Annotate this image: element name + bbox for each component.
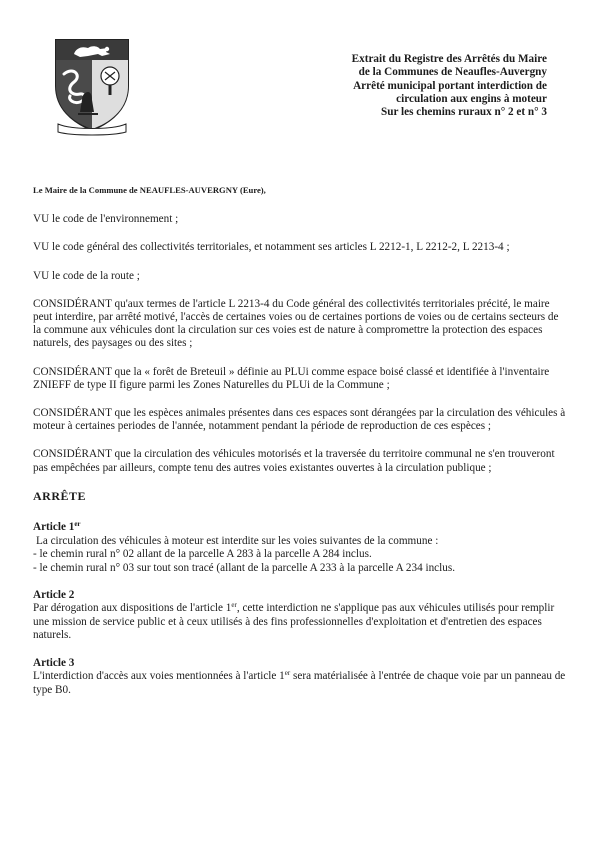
article-3-text-a: L'interdiction d'accès aux voies mentionnées à l'article 1 bbox=[33, 669, 285, 682]
vu-collectivites: VU le code général des collectivités territoriales, et notamment ses articles L 2212-1, L 2212-2, L 2213-4 ; bbox=[33, 241, 510, 254]
article-3-text bbox=[33, 670, 568, 697]
considerant-4: CONSIDÉRANT que la circulation des véhicules motorisés et la traversée du territoire communal ne s'en trouveront pas empêchées par ailleurs, compte tenu des autres voies existantes ouvertes à la circulation publique ; bbox=[33, 448, 555, 474]
document-body bbox=[33, 184, 568, 711]
article-2 bbox=[33, 589, 568, 643]
coat-of-arms-logo bbox=[52, 36, 132, 136]
header-line-3: Arrêté municipal portant interdiction de bbox=[353, 79, 547, 92]
arrete-heading: ARRÊTE bbox=[33, 488, 87, 503]
article-2-text-a: Par dérogation aux dispositions de l'article 1 bbox=[33, 602, 232, 615]
article-3-text-sup: er bbox=[284, 668, 291, 677]
article-3-text-b: sera matérialisée à l'entrée de chaque voie par un panneau de type B0. bbox=[33, 669, 566, 697]
considerant-1: CONSIDÉRANT qu'aux termes de l'article L 2213-4 du Code général des collectivités territoriales précité, le maire peut interdire, par arrêté motivé, l'accès de certaines voies ou de certaines portions de voies ou de certains secteurs de la commune aux véhicules dont la circulation sur ces voies est de nature à compromettre la protection des espaces naturels, des paysages ou des sites ; bbox=[33, 297, 559, 350]
article-2-text bbox=[33, 602, 568, 643]
header-line-2: de la Communes de Neaufles-Auvergny bbox=[358, 66, 547, 79]
header-line-4: circulation aux engins à moteur bbox=[396, 92, 547, 105]
article-2-title: Article 2 bbox=[33, 588, 75, 601]
mayor-line: Le Maire de la Commune de NEAUFLES-AUVERGNY (Eure), bbox=[33, 185, 266, 195]
article-1-intro: La circulation des véhicules à moteur est interdite sur les voies suivantes de la commune : bbox=[36, 535, 439, 548]
article-1-item-1: - le chemin rural n° 02 allant de la parcelle A 283 à la parcelle A 284 inclus. bbox=[33, 548, 372, 561]
vu-route: VU le code de la route ; bbox=[33, 269, 140, 282]
article-1-item-2: - le chemin rural n° 03 sur tout son tracé (allant de la parcelle A 233 à la parcelle A 234 inclus. bbox=[33, 561, 455, 574]
article-1-title bbox=[33, 521, 568, 535]
article-3-title: Article 3 bbox=[33, 656, 75, 669]
article-2-text-sup: er bbox=[231, 601, 237, 610]
header-line-5: Sur les chemins ruraux n° 2 et n° 3 bbox=[381, 106, 547, 119]
header-line-1: Extrait du Registre des Arrêtés du Maire bbox=[351, 53, 547, 65]
article-2-text-b: , cette interdiction ne s'applique pas aux véhicules utilisés pour remplir une mission de service public et à ceux utilisés à des fins professionnelles d'exploitation et d'entretien des espaces naturels. bbox=[33, 602, 555, 642]
document-header bbox=[247, 53, 547, 119]
article-1-title-sup: er bbox=[74, 520, 81, 529]
considerant-3: CONSIDÉRANT que les espèces animales présentes dans ces espaces sont dérangées par la circulation des véhicules à moteur à certaines periodes de l'année, notamment pendant la période de reproduction de ces espèces ; bbox=[33, 407, 566, 433]
article-3 bbox=[33, 657, 568, 698]
article-1 bbox=[33, 521, 568, 575]
vu-environment: VU le code de l'environnement ; bbox=[33, 213, 179, 226]
considerant-2: CONSIDÉRANT que la « forêt de Breteuil » définie au PLUi comme espace boisé classé et identifiée à l'inventaire ZNIEFF de type II figure parmi les Zones Naturelles du PLUi de la Commune ; bbox=[33, 365, 550, 391]
article-1-title-text: Article 1 bbox=[33, 521, 75, 534]
